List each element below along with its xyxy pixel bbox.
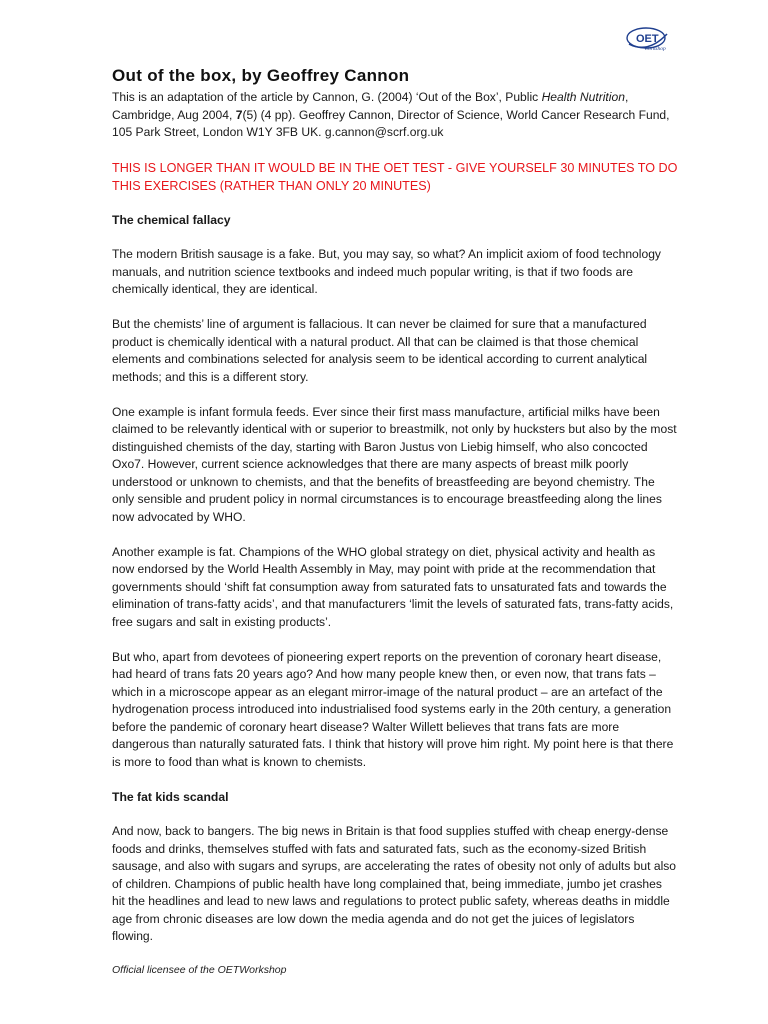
section-heading: The fat kids scandal (112, 789, 229, 804)
paragraph: But who, apart from devotees of pioneering expert reports on the prevention of coronary heart disease, had heard of trans fats 20 years ago? And how many people knew then, or even now, that trans fats – which in a microscope appear as an elegant mirror-image of the natural product – are an artefact of the hydrogenation process introduced into industrialised food systems early in the 20th century, a generation before the pandemic of coronary heart disease? Walter Willett believes that trans fats are more dangerous than naturally saturated fats. I think that history will prove him right. My point here is that there is more to food than what is known to chemists. (112, 649, 674, 769)
paragraph: One example is infant formula feeds. Ever since their first mass manufacture, artificial milks have been claimed to be relevantly identical with or superior to breastmilk, not only by hucksters but also by the most distinguished chemists of the day, starting with Baron Justus von Liebig himself, who also concocted Oxo7. However, current science acknowledges that there are many aspects of breast milk poorly understood or unknown to chemists, and that the benefits of breastfeeding are beyond chemistry. The only sensible and prudent policy in normal circumstances is to encourage breastfeeding along the lines now advocated by WHO. (112, 404, 677, 524)
paragraph: And now, back to bangers. The big news in Britain is that food supplies stuffed with cheap energy-dense foods and drinks, themselves stuffed with fats and saturated fats, such as the economy-sized British sausage, and also with sugars and syrups, are accelerating the rates of obesity not only of adults but also of children. Champions of public health have long complained that, being immediate, jumbo jet crashes hit the headlines and lead to new laws and regulations to protect public safety, whereas deaths in middle age from chronic diseases are low down the media agenda and do not get the juices of legislators flowing. (112, 824, 677, 943)
volume-number: 7 (235, 107, 243, 122)
page-title: Out of the box, by Geoffrey Cannon (112, 66, 410, 85)
journal-name: Health Nutrition (541, 90, 625, 104)
logo-text: OET (636, 33, 659, 45)
citation-text: (5) (4 pp). Geoffrey Cannon, Director of Science, World Cancer Research Fund, 105 Park Street, London W1Y 3FB UK. g.cannon@scrf.org.uk (112, 107, 670, 139)
citation-text: , Cambridge, Aug 2004, (112, 90, 629, 122)
section-heading: The chemical fallacy (112, 212, 231, 227)
paragraph: Another example is fat. Champions of the WHO global strategy on diet, physical activity and health as now endorsed by the World Health Assembly in May, may point with pride at the recommendation that governments should ‘shift fat consumption away from saturated fats to unsaturated fats and towards the elimination of trans-fatty acids’, and that manufacturers ‘limit the levels of saturated fats, trans-fatty acids, free sugars and salt in existing products’. (112, 544, 674, 629)
source-citation (112, 89, 678, 142)
time-warning: THIS IS LONGER THAN IT WOULD BE IN THE OET TEST - GIVE YOURSELF 30 MINUTES TO DO THIS EXERCISES (RATHER THAN ONLY 20 MINUTES) (112, 160, 678, 193)
oet-workshop-logo (622, 24, 672, 54)
citation-text: This is an adaptation of the article by Cannon, G. (2004) ‘Out of the Box’, Public (112, 90, 542, 104)
article-body (112, 89, 678, 963)
paragraph: The modern British sausage is a fake. But, you may say, so what? An implicit axiom of food technology manuals, and nutrition science textbooks and indeed much popular writing, is that if two foods are chemically identical, they are identical. (112, 247, 661, 296)
logo-subtext: Workshop (644, 46, 666, 52)
paragraph: But the chemists’ line of argument is fallacious. It can never be claimed for sure that a manufactured product is chemically identical with a natural product. All that can be claimed is that those chemical elements and combinations selected for analysis seem to be identical according to current analytical methods; and this is a different story. (112, 317, 648, 384)
footer-note: Official licensee of the OETWorkshop (112, 964, 287, 976)
